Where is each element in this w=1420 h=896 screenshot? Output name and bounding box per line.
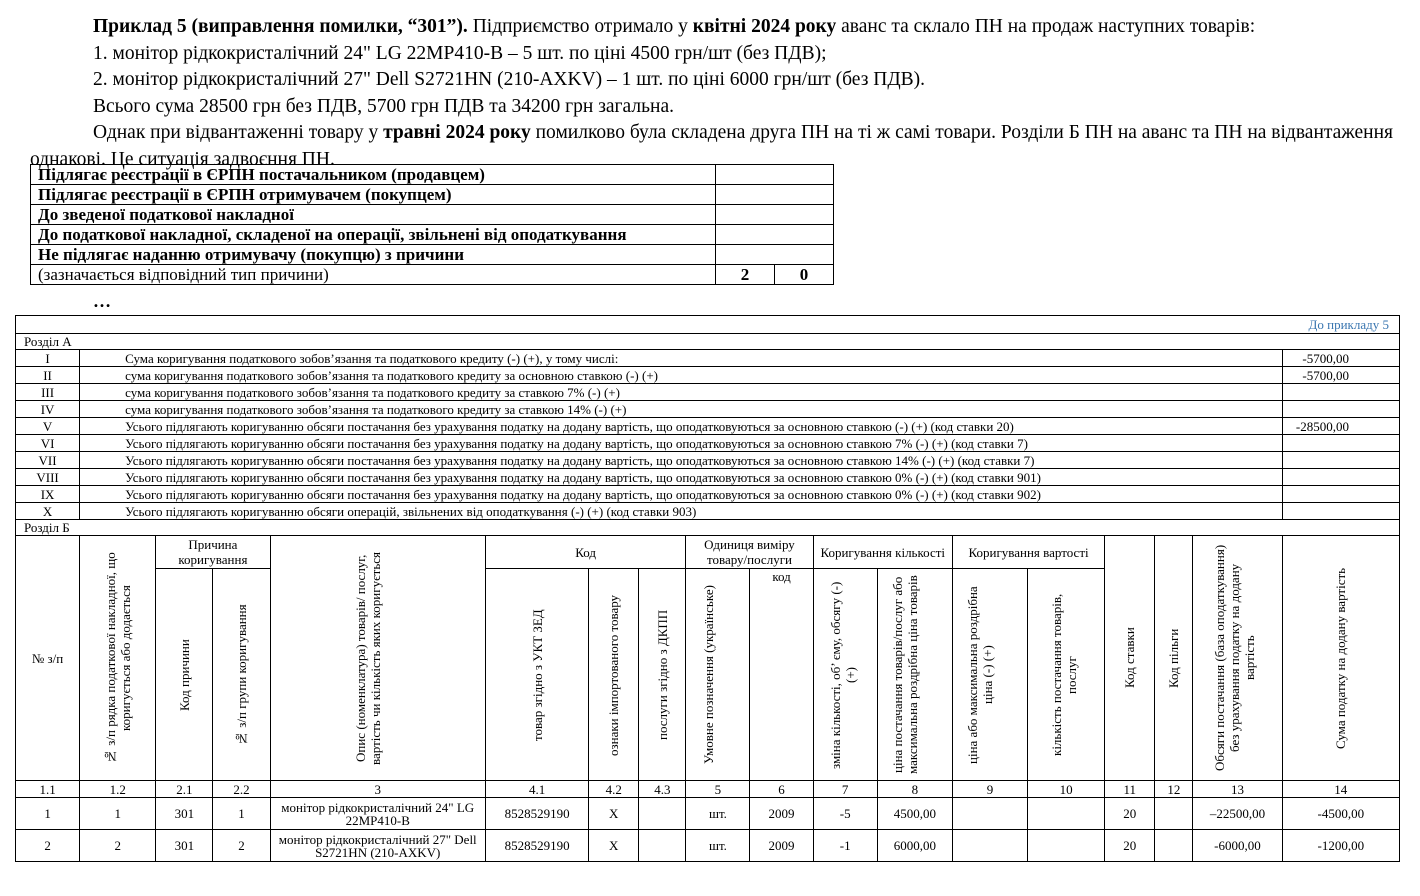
- hdr-qty-price: ціна постачання товарів/послуг або максимальна роздрібна ціна товарів: [877, 569, 952, 781]
- row-text: Усього підлягають коригуванню обсяги постачання без урахування податку на додану вартість, що оподатковуються за основною ставкою 0% (-) (+) (код ставки 901): [80, 469, 1282, 486]
- example-link[interactable]: До прикладу 5: [16, 316, 1400, 334]
- column-number: 14: [1282, 781, 1399, 798]
- table-cell: шт.: [686, 798, 750, 830]
- row-text: сума коригування податкового зобов’язання та податкового кредиту за ставкою 7% (-) (+): [80, 384, 1282, 401]
- column-number: 4.1: [485, 781, 588, 798]
- type-cell-2: [716, 185, 834, 205]
- column-number: 6: [750, 781, 813, 798]
- type-cell-3: [716, 205, 834, 225]
- reason-note: (зазначається відповідний тип причини): [31, 265, 716, 285]
- table-cell: -4500,00: [1282, 798, 1399, 830]
- section-a-row: [16, 350, 1400, 367]
- hdr-reason-num: № з/п групи коригування: [213, 569, 270, 781]
- type-row-4: До податкової накладної, складеної на операції, звільнені від оподаткування: [31, 225, 716, 245]
- column-number: 13: [1193, 781, 1282, 798]
- row-text: сума коригування податкового зобов’язання та податкового кредиту за основною ставкою (-) (+): [80, 367, 1282, 384]
- table-cell: 2: [213, 830, 270, 862]
- type-row-5: Не підлягає наданню отримувачу (покупцю) з причини: [31, 245, 716, 265]
- table-cell: 2009: [750, 798, 813, 830]
- hdr-code-group: Код: [485, 536, 685, 569]
- table-row: [16, 798, 1400, 830]
- column-number: 3: [270, 781, 485, 798]
- section-b-header: [16, 536, 1400, 781]
- type-cell-1: [716, 165, 834, 185]
- intro-item-2: 2. монітор рідкокристалічний 27" Dell S2721HN (210-AXKV) – 1 шт. по ціні 6000 грн/шт (без ПДВ).: [93, 69, 926, 90]
- hdr-import: ознаки імпортованого товару: [589, 569, 639, 781]
- section-a-row: [16, 401, 1400, 418]
- hdr-ukt: товар згідно з УКТ ЗЕД: [485, 569, 588, 781]
- row-value: [1282, 452, 1399, 469]
- section-a-row: [16, 452, 1400, 469]
- section-a-title: Розділ А: [16, 334, 1400, 350]
- column-number: 1.1: [16, 781, 80, 798]
- row-num: VIII: [16, 469, 80, 486]
- column-number: 11: [1105, 781, 1155, 798]
- type-cell-5: [716, 245, 834, 265]
- table-cell: 2: [16, 830, 80, 862]
- table-cell: 4500,00: [877, 798, 952, 830]
- hdr-volume: Обсяги постачання (база оподаткування) без урахування податку на додану вартість: [1193, 536, 1282, 781]
- table-cell: 2: [80, 830, 156, 862]
- row-value: -28500,00: [1282, 418, 1399, 435]
- row-num: VI: [16, 435, 80, 452]
- hdr-val-group: Коригування вартості: [952, 536, 1104, 569]
- type-row-2: Підлягає реєстрації в ЄРПН отримувачем (покупцем): [31, 185, 716, 205]
- row-num: IX: [16, 486, 80, 503]
- hdr-vat: Сума податку на додану вартість: [1282, 536, 1399, 781]
- hdr-row-ref: № з/п рядка податкової накладної, що коригується або додається: [80, 536, 156, 781]
- intro-month-april: квітні 2024 року: [692, 16, 837, 37]
- table-cell: -1200,00: [1282, 830, 1399, 862]
- row-text: Усього підлягають коригуванню обсяги постачання без урахування податку на додану вартість, що оподатковуються за основною ставкою 14% (-) (+) (код ставки 7): [80, 452, 1282, 469]
- table-cell: –22500,00: [1193, 798, 1282, 830]
- table-cell: 2009: [750, 830, 813, 862]
- ellipsis: …: [93, 291, 112, 311]
- row-value: [1282, 469, 1399, 486]
- invoice-type-table: [30, 164, 834, 285]
- intro-item-1: 1. монітор рідкокристалічний 24" LG 22MP410-B – 5 шт. по ціні 4500 грн/шт (без ПДВ);: [93, 42, 827, 64]
- intro-month-may: травні 2024 року: [383, 122, 531, 143]
- row-num: III: [16, 384, 80, 401]
- reason-code-1: 2: [716, 265, 775, 285]
- column-number: 7: [813, 781, 877, 798]
- row-text: сума коригування податкового зобов’язання та податкового кредиту за ставкою 14% (-) (+): [80, 401, 1282, 418]
- table-cell: [952, 830, 1027, 862]
- section-a-rows: [16, 350, 1400, 520]
- row-value: [1282, 401, 1399, 418]
- table-cell: [639, 798, 686, 830]
- column-number: 10: [1028, 781, 1105, 798]
- column-number: 2.2: [213, 781, 270, 798]
- row-value: [1282, 503, 1399, 520]
- table-cell: -6000,00: [1193, 830, 1282, 862]
- column-number: 2.1: [156, 781, 213, 798]
- p2-start: Однак при відвантаженні товару у: [93, 122, 384, 143]
- table-cell: 20: [1105, 830, 1155, 862]
- intro-sentence-start: Підприємство отримало у: [467, 16, 693, 37]
- table-cell: 8528529190: [485, 798, 588, 830]
- table-cell: 6000,00: [877, 830, 952, 862]
- row-value: [1282, 486, 1399, 503]
- table-cell: [1028, 830, 1105, 862]
- row-num: V: [16, 418, 80, 435]
- row-text: Усього підлягають коригуванню обсяги постачання без урахування податку на додану вартість, що оподатковуються за основною ставкою 0% (-) (+) (код ставки 902): [80, 486, 1282, 503]
- table-cell: -1: [813, 830, 877, 862]
- table-cell: [1155, 798, 1193, 830]
- row-num: X: [16, 503, 80, 520]
- hdr-rate: Код ставки: [1105, 536, 1155, 781]
- table-cell: [639, 830, 686, 862]
- table-cell: -5: [813, 798, 877, 830]
- row-num: I: [16, 350, 80, 367]
- row-text: Усього підлягають коригуванню обсяги постачання без урахування податку на додану вартість, що оподатковуються за основною ставкою 7% (-) (+) (код ставки 7): [80, 435, 1282, 452]
- intro-paragraph-1: [30, 14, 1400, 41]
- column-numbers-row: [16, 781, 1400, 798]
- column-number: 8: [877, 781, 952, 798]
- column-number: 4.3: [639, 781, 686, 798]
- column-number: 5: [686, 781, 750, 798]
- table-cell: монітор рідкокристалічний 24" LG 22MP410-B: [270, 798, 485, 830]
- section-b-title: Розділ Б: [16, 520, 1400, 536]
- table-cell: 8528529190: [485, 830, 588, 862]
- hdr-unit-group: Одиниця виміру товару/послуги: [686, 536, 813, 569]
- example-title: Приклад 5 (виправлення помилки, “301”).: [93, 16, 468, 37]
- table-cell: 1: [80, 798, 156, 830]
- section-a-row: [16, 384, 1400, 401]
- column-number: 4.2: [589, 781, 639, 798]
- hdr-reason-code: Код причини: [156, 569, 213, 781]
- hdr-benefit: Код пільги: [1155, 536, 1193, 781]
- section-a-row: [16, 367, 1400, 384]
- section-a-row: [16, 486, 1400, 503]
- table-cell: шт.: [686, 830, 750, 862]
- hdr-unit-code: код: [750, 569, 813, 781]
- row-value: [1282, 384, 1399, 401]
- hdr-qty-group: Коригування кількості: [813, 536, 952, 569]
- hdr-dkpp: послуги згідно з ДКПП: [639, 569, 686, 781]
- table-cell: 1: [16, 798, 80, 830]
- table-cell: 20: [1105, 798, 1155, 830]
- intro-sentence-end: аванс та склало ПН на продаж наступних товарів:: [836, 16, 1256, 37]
- intro-total: Всього сума 28500 грн без ПДВ, 5700 грн ПДВ та 34200 грн загальна.: [93, 95, 674, 117]
- row-value: -5700,00: [1282, 367, 1399, 384]
- hdr-qty-change: зміна кількості, об’ єму, обсягу (-) (+): [813, 569, 877, 781]
- table-cell: 301: [156, 830, 213, 862]
- row-text: Сума коригування податкового зобов’язання та податкового кредиту (-) (+), у тому числі:: [80, 350, 1282, 367]
- p2-end: помилково була складена друга ПН на ті ж самі товари. Розділи Б ПН на аванс та ПН на відвантаження однакові. Це ситуація задвоєння ПН.: [30, 122, 1394, 170]
- table-cell: монітор рідкокристалічний 27" Dell S2721HN (210-AXKV): [270, 830, 485, 862]
- section-b-rows: [16, 781, 1400, 862]
- table-cell: [1155, 830, 1193, 862]
- section-a-row: [16, 435, 1400, 452]
- table-cell: X: [589, 830, 639, 862]
- type-row-1: Підлягає реєстрації в ЄРПН постачальником (продавцем): [31, 165, 716, 185]
- table-cell: 1: [213, 798, 270, 830]
- table-cell: X: [589, 798, 639, 830]
- hdr-num: № з/п: [16, 536, 80, 781]
- row-text: Усього підлягають коригуванню обсяги постачання без урахування податку на додану вартість, що оподатковуються за основною ставкою (-) (+) (код ставки 20): [80, 418, 1282, 435]
- row-num: IV: [16, 401, 80, 418]
- column-number: 1.2: [80, 781, 156, 798]
- row-value: [1282, 435, 1399, 452]
- adjustment-table: [15, 315, 1400, 862]
- hdr-desc: Опис (номенклатура) товарів/ послуг, вартість чи кількість яких коригується: [270, 536, 485, 781]
- table-cell: [952, 798, 1027, 830]
- section-a-row: [16, 418, 1400, 435]
- hdr-val-qty: кількість постачання товарів, послуг: [1028, 569, 1105, 781]
- table-cell: [1028, 798, 1105, 830]
- row-num: VII: [16, 452, 80, 469]
- reason-code-2: 0: [775, 265, 834, 285]
- intro-text: [30, 14, 1400, 173]
- type-row-3: До зведеної податкової накладної: [31, 205, 716, 225]
- table-row: [16, 830, 1400, 862]
- type-cell-4: [716, 225, 834, 245]
- section-a-row: [16, 469, 1400, 486]
- row-value: -5700,00: [1282, 350, 1399, 367]
- table-cell: 301: [156, 798, 213, 830]
- section-a-row: [16, 503, 1400, 520]
- column-number: 12: [1155, 781, 1193, 798]
- hdr-reason-group: Причина коригування: [156, 536, 270, 569]
- row-num: II: [16, 367, 80, 384]
- hdr-val-price: ціна або максимальна роздрібна ціна (-) (+): [952, 569, 1027, 781]
- hdr-unit-name: Умовне позначення (українське): [686, 569, 750, 781]
- row-text: Усього підлягають коригуванню обсяги операцій, звільнених від оподаткування (-) (+) (код ставки 903): [80, 503, 1282, 520]
- column-number: 9: [952, 781, 1027, 798]
